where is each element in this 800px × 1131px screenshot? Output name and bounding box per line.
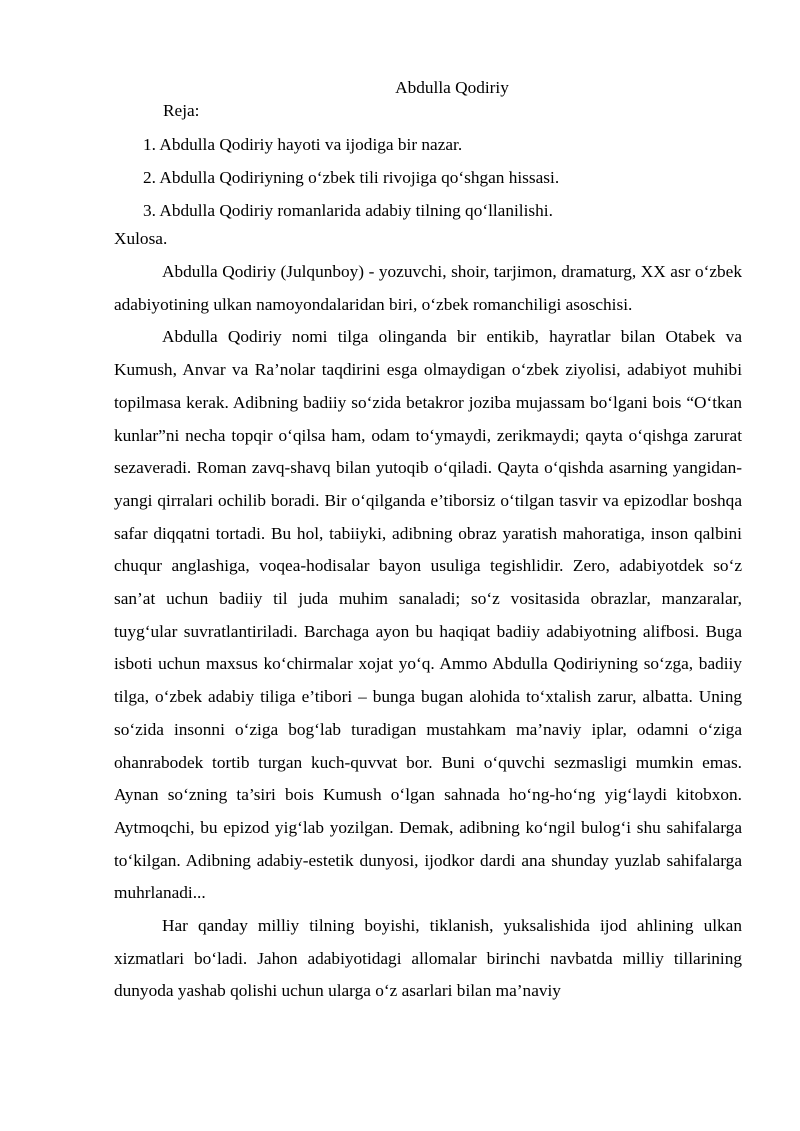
plan-item-text: Abdulla Qodiriy romanlarida adabiy tilning qo‘llanilishi. — [155, 201, 553, 220]
document-title: Abdulla Qodiriy — [395, 78, 509, 97]
paragraph: Abdulla Qodiriy (Julqunboy) - yozuvchi, shoir, tarjimon, dramaturg, XX asr o‘zbek adabiyotining ulkan namoyondalaridan biri, o‘zbek romanchiligi asoschisi. — [114, 262, 742, 314]
plan-item — [143, 194, 559, 227]
plan-item — [143, 128, 559, 161]
plan-item-number: 3. — [143, 201, 156, 220]
plan-item-number: 1. — [143, 135, 156, 154]
plan-item-text: Abdulla Qodiriyning o‘zbek tili rivojiga qo‘shgan hissasi. — [155, 168, 560, 187]
paragraph: Abdulla Qodiriy nomi tilga olinganda bir entikib, hayratlar bilan Otabek va Kumush, Anvar va Ra’nolar taqdirini esga olmaydigan o‘zbek ziyolisi, adabiyot muhibi topilmasa kerak. Adibning badiiy so‘zida betakror joziba mujassam bo‘lgani bois “O‘tkan kunlar”ni necha topqir o‘qilsa ham, odam to‘ymaydi, zerikmaydi; qayta o‘qishga zarurat sezaveradi. Roman zavq-shavq bilan yutoqib o‘qiladi. Qayta o‘qishda asarning yangidan-yangi qirralari ochilib boradi. Bir o‘qilganda e’tiborsiz o‘tilgan tasvir va epizodlar boshqa safar diqqatni tortadi. Bu hol, tabiiyki, adibning obraz yaratish mahoratiga, inson qalbini chuqur anglashiga, voqea-hodisalar bayon usuliga tegishlidir. Zero, adabiyotdek so‘z san’at uchun badiiy til juda muhim sanaladi; so‘z vositasida obrazlar, manzaralar, tuyg‘ular suvratlantiriladi. Barchaga ayon bu haqiqat badiiy adabiyotning alifbosi. Buga isboti uchun maxsus ko‘chirmalar xojat yo‘q. Ammo Abdulla Qodiriyning so‘zga, badiiy tilga, o‘zbek adabiy tiliga e’tibori – bunga bugan alohida to‘xtalish zarur, albatta. Uning so‘zida insonni o‘ziga bog‘lab turadigan mustahkam ma’naviy iplar, odamni o‘ziga ohanrabodek tortib turgan kuch-quvvat bor. Buni o‘quvchi sezmasligi mumkin emas. Aynan so‘zning ta’siri bois Kumush o‘lgan sahnada ho‘ng-ho‘ng yig‘laydi kitobxon. Aytmoqchi, bu epizod yig‘lab yozilgan. Demak, adibning ko‘ngil bulog‘i shu sahifalarga to‘kilgan. Adibning adabiy-estetik dunyosi, ijodkor dardi ana shunday yuzlab sahifalarga muhrlanadi... — [114, 327, 742, 903]
conclusion-label: Xulosa. — [114, 229, 168, 248]
body-text — [114, 256, 742, 1008]
paragraph: Har qanday milliy tilning boyishi, tiklanish, yuksalishida ijod ahlining ulkan xizmatlari bo‘ladi. Jahon adabiyotidagi allomalar birinchi navbatda milliy tillarining dunyoda yashab qolishi uchun ularga o‘z asarlari bilan ma’naviy — [114, 916, 742, 1001]
plan-item-number: 2. — [143, 168, 156, 187]
plan-item — [143, 161, 559, 194]
plan-heading: Reja: — [163, 101, 200, 120]
plan-item-text: Abdulla Qodiriy hayoti va ijodiga bir nazar. — [155, 135, 463, 154]
plan-list — [143, 128, 559, 227]
